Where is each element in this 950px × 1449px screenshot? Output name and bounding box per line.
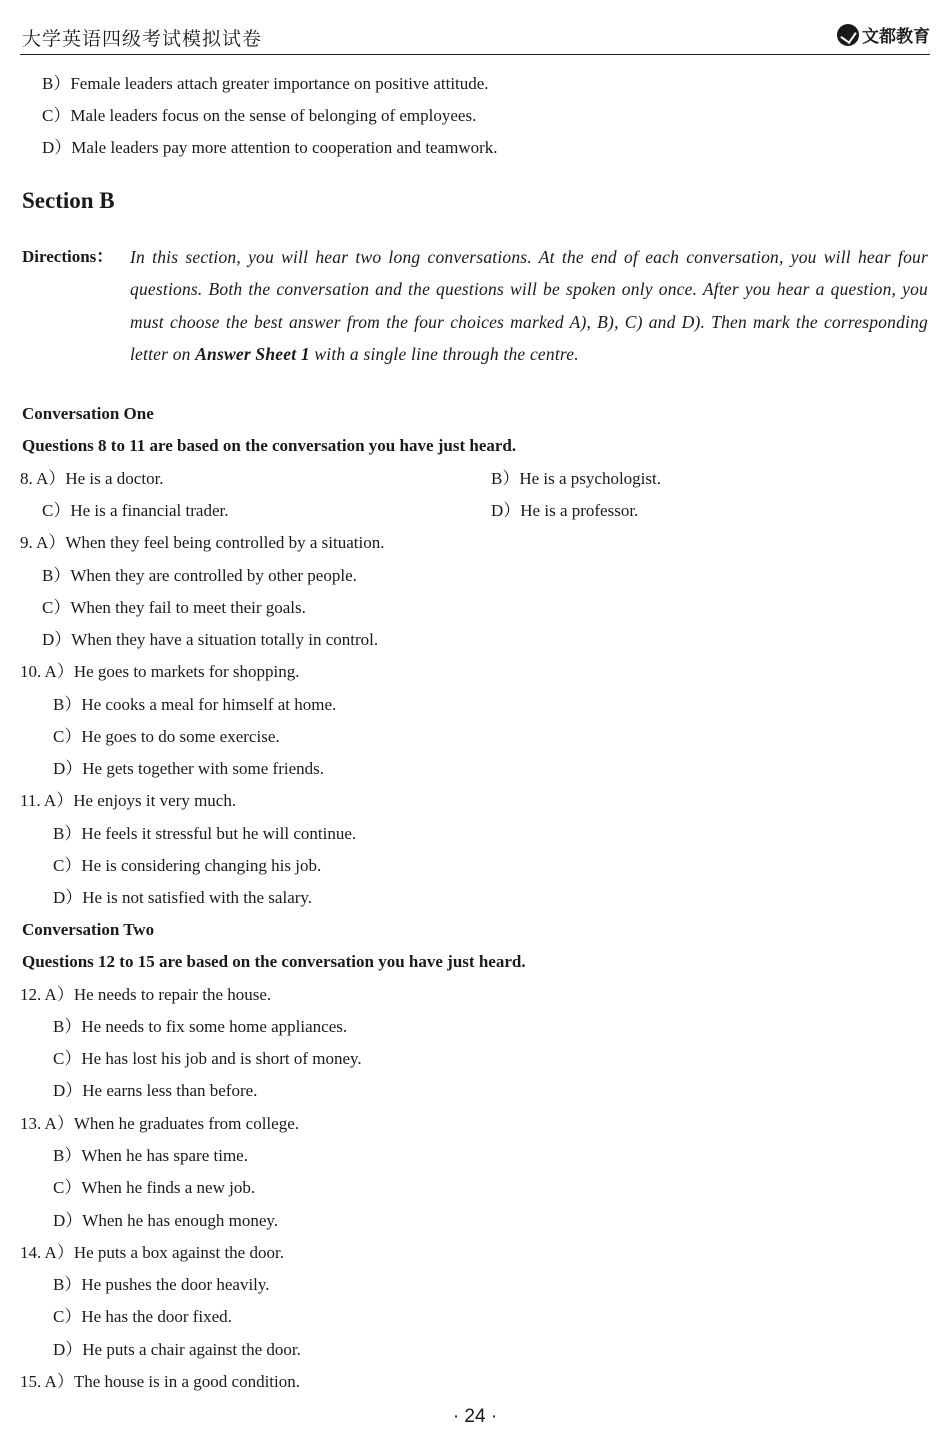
q9-option-a: 9. A）When they feel being controlled by a situation. <box>20 533 385 552</box>
conversation-one-instruction: Questions 8 to 11 are based on the conversation you have just heard. <box>22 436 517 455</box>
q10-option-b: B）He cooks a meal for himself at home. <box>53 695 337 714</box>
q8-option-c: C）He is a financial trader. <box>42 501 229 520</box>
conversation-two-title: Conversation Two <box>22 920 155 939</box>
directions-text-after: with a single line through the centre. <box>309 343 579 364</box>
q14-option-d: D）He puts a chair against the door. <box>53 1340 301 1359</box>
q10-option-a: 10. A）He goes to markets for shopping. <box>20 662 300 681</box>
header-title: 大学英语四级考试模拟试卷 <box>22 28 263 50</box>
q12-option-b: B）He needs to fix some home appliances. <box>53 1017 348 1036</box>
q15-option-a: 15. A）The house is in a good condition. <box>20 1372 301 1391</box>
q8-option-b: B）He is a psychologist. <box>491 469 661 488</box>
prev-option-d: D）Male leaders pay more attention to cooperation and teamwork. <box>42 138 498 157</box>
q13-option-c: C）When he finds a new job. <box>53 1178 256 1197</box>
q12-option-c: C）He has lost his job and is short of money. <box>53 1049 362 1068</box>
page-number: · 24 · <box>452 1406 498 1427</box>
brand-logo-icon <box>837 24 859 46</box>
q13-option-d: D）When he has enough money. <box>53 1211 279 1230</box>
page-header <box>20 18 930 55</box>
conversation-two-instruction: Questions 12 to 15 are based on the conversation you have just heard. <box>22 952 526 971</box>
q13-option-b: B）When he has spare time. <box>53 1146 248 1165</box>
q10-option-d: D）He gets together with some friends. <box>53 759 324 778</box>
conversation-one-title: Conversation One <box>22 404 154 423</box>
brand <box>837 22 930 47</box>
brand-name: 文都教育 <box>862 27 930 47</box>
q8-option-d: D）He is a professor. <box>491 501 639 520</box>
q9-option-d: D）When they have a situation totally in control. <box>42 630 379 649</box>
q14-option-c: C）He has the door fixed. <box>53 1307 232 1326</box>
directions-answer-sheet: Answer Sheet 1 <box>195 343 310 364</box>
q13-option-a: 13. A）When he graduates from college. <box>20 1114 299 1133</box>
directions-label: Directions： <box>22 247 114 266</box>
q11-option-d: D）He is not satisfied with the salary. <box>53 888 313 907</box>
q12-option-d: D）He earns less than before. <box>53 1081 258 1100</box>
q12-option-a: 12. A）He needs to repair the house. <box>20 985 272 1004</box>
directions-text <box>130 241 928 370</box>
q9-option-b: B）When they are controlled by other people. <box>42 566 357 585</box>
prev-option-c: C）Male leaders focus on the sense of belonging of employees. <box>42 106 477 125</box>
prev-option-b: B）Female leaders attach greater importance on positive attitude. <box>42 74 489 93</box>
q11-option-c: C）He is considering changing his job. <box>53 856 322 875</box>
q14-option-a: 14. A）He puts a box against the door. <box>20 1243 284 1262</box>
q10-option-c: C）He goes to do some exercise. <box>53 727 280 746</box>
q9-option-c: C）When they fail to meet their goals. <box>42 598 306 617</box>
q11-option-b: B）He feels it stressful but he will continue. <box>53 824 357 843</box>
section-title: Section B <box>22 188 115 213</box>
directions-text-before: In this section, you will hear two long conversations. At the end of each conversation, you will hear four questions. Both the conversation and the questions will be spoken only once. After you hear a question, you must choose the best answer from the four choices marked A), B), C) and D). Then mark the corresponding letter on <box>130 247 928 364</box>
q14-option-b: B）He pushes the door heavily. <box>53 1275 270 1294</box>
q8-option-a: 8. A）He is a doctor. <box>20 469 164 488</box>
q11-option-a: 11. A）He enjoys it very much. <box>20 791 237 810</box>
